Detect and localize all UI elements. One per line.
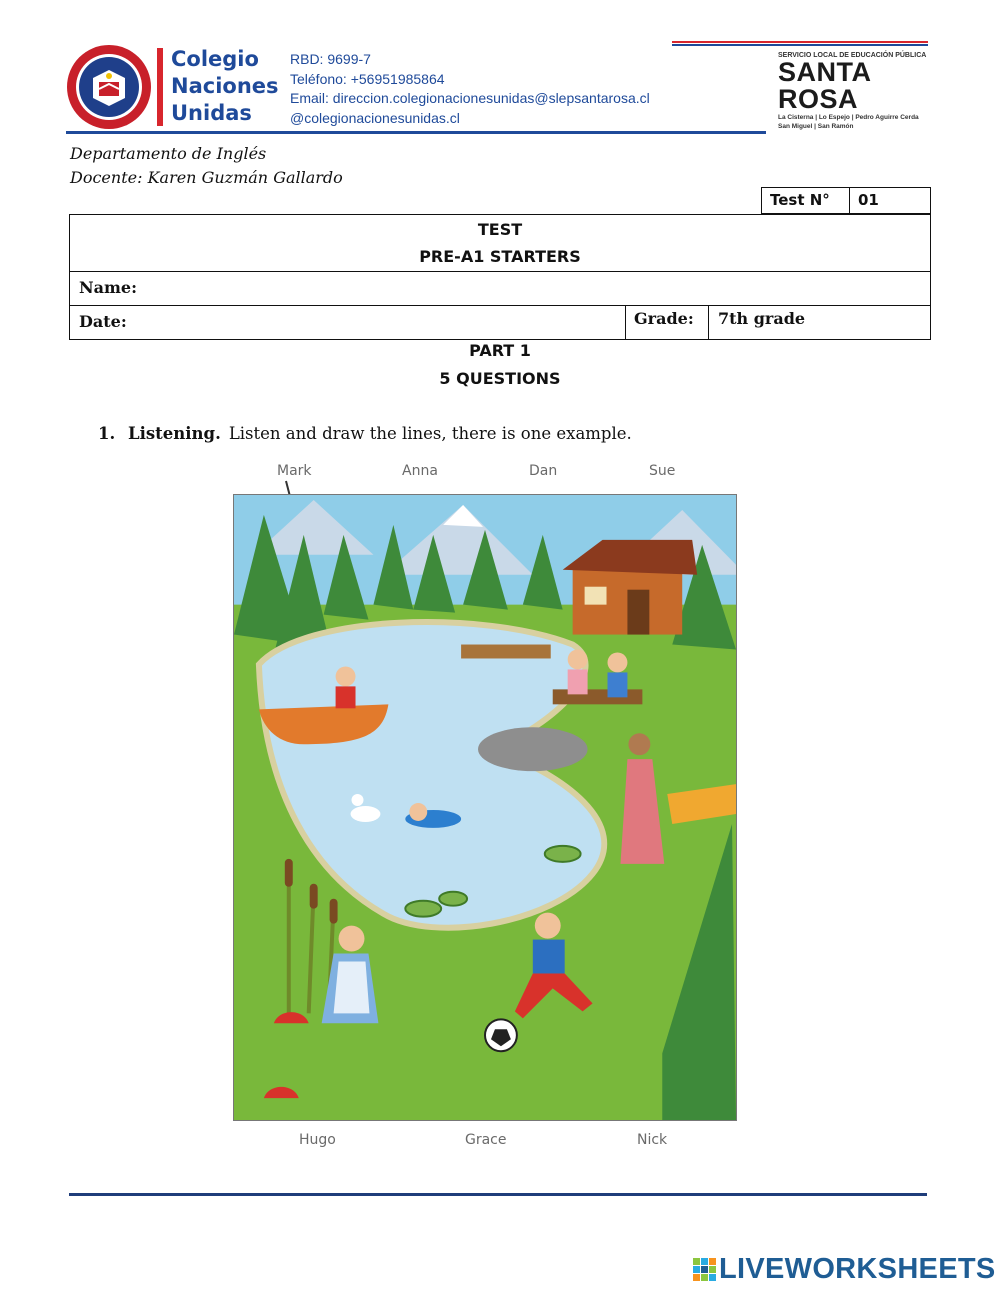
school-name-line: Colegio — [171, 47, 259, 71]
question-instruction: Listen and draw the lines, there is one example. — [228, 424, 632, 443]
test-title-line1: TEST — [477, 220, 523, 239]
part-questions: 5 QUESTIONS — [439, 369, 561, 388]
dock-icon — [461, 645, 551, 659]
email-text: Email: direccion.colegionacionesunidas@slepsantarosa.cl — [290, 90, 650, 107]
logo-divider-bar — [157, 48, 163, 126]
girl-on-bench — [568, 650, 588, 670]
name-tag-top[interactable]: Mark — [277, 463, 312, 479]
rosa-text: ROSA — [778, 84, 859, 114]
test-title-line2: PRE-A1 STARTERS — [419, 247, 581, 266]
contact-info — [290, 50, 650, 128]
name-tag-top[interactable]: Dan — [529, 463, 558, 479]
social-text: @colegionacionesunidas.cl — [290, 109, 460, 126]
date-grade-row — [70, 306, 930, 339]
school-name-line: Unidas — [171, 101, 252, 125]
top-right-red-line — [672, 41, 928, 43]
department-text: Departamento de Inglés — [70, 144, 267, 163]
question-label: Listening. — [128, 424, 221, 443]
question-number: 1. — [98, 424, 116, 443]
grade-label: Grade: — [626, 306, 709, 339]
santa-text: SANTA — [778, 57, 872, 87]
rock-icon — [478, 727, 588, 771]
communes-text-2: San Miguel | San Ramón — [778, 123, 854, 130]
santa-rosa-logo — [778, 52, 938, 131]
lake-scene-illustration — [233, 494, 737, 1121]
bench-icon — [553, 689, 643, 704]
date-field[interactable] — [70, 306, 626, 339]
liveworksheets-logo-icon — [693, 1258, 717, 1282]
name-tag-top[interactable]: Sue — [649, 463, 676, 479]
header-divider — [66, 131, 766, 134]
name-label: Name: — [79, 278, 138, 297]
school-name — [171, 46, 279, 127]
top-right-blue-line — [672, 44, 928, 46]
name-tag-bottom[interactable]: Hugo — [299, 1132, 336, 1148]
grade-value: 7th grade — [718, 309, 806, 328]
name-field[interactable] — [70, 272, 930, 306]
test-number-label: Test N° — [761, 187, 850, 214]
boy-in-boat — [336, 666, 356, 686]
rbd-text: RBD: 9699-7 — [290, 51, 371, 67]
girl-picking-flowers — [339, 926, 365, 952]
name-tag-bottom[interactable]: Grace — [465, 1132, 507, 1148]
part-title: PART 1 — [469, 341, 531, 360]
name-tag-bottom[interactable]: Nick — [637, 1132, 668, 1148]
liveworksheets-brand[interactable]: LIVEWORKSHEETS — [719, 1253, 996, 1285]
service-text: SERVICIO LOCAL DE EDUCACIÓN PÚBLICA — [778, 52, 927, 59]
school-crest-logo — [66, 44, 152, 130]
department-info — [70, 142, 343, 190]
boy-on-bench — [608, 652, 628, 672]
duck-icon — [351, 806, 381, 822]
phone-text: Teléfono: +56951985864 — [290, 70, 445, 87]
school-name-line: Naciones — [171, 74, 279, 98]
boy-playing-football — [535, 913, 561, 939]
teacher-text: Docente: Karen Guzmán Gallardo — [70, 168, 343, 187]
test-number-value: 01 — [849, 187, 931, 214]
footer-divider — [69, 1193, 927, 1196]
communes-text: La Cisterna | Lo Espejo | Pedro Aguirre Cerda — [778, 114, 919, 121]
girl-with-binoculars — [628, 733, 650, 755]
test-title — [70, 215, 930, 272]
date-label: Date: — [79, 312, 127, 331]
question-1 — [98, 424, 632, 443]
student-info-table — [69, 214, 931, 340]
name-tag-top[interactable]: Anna — [402, 463, 438, 479]
